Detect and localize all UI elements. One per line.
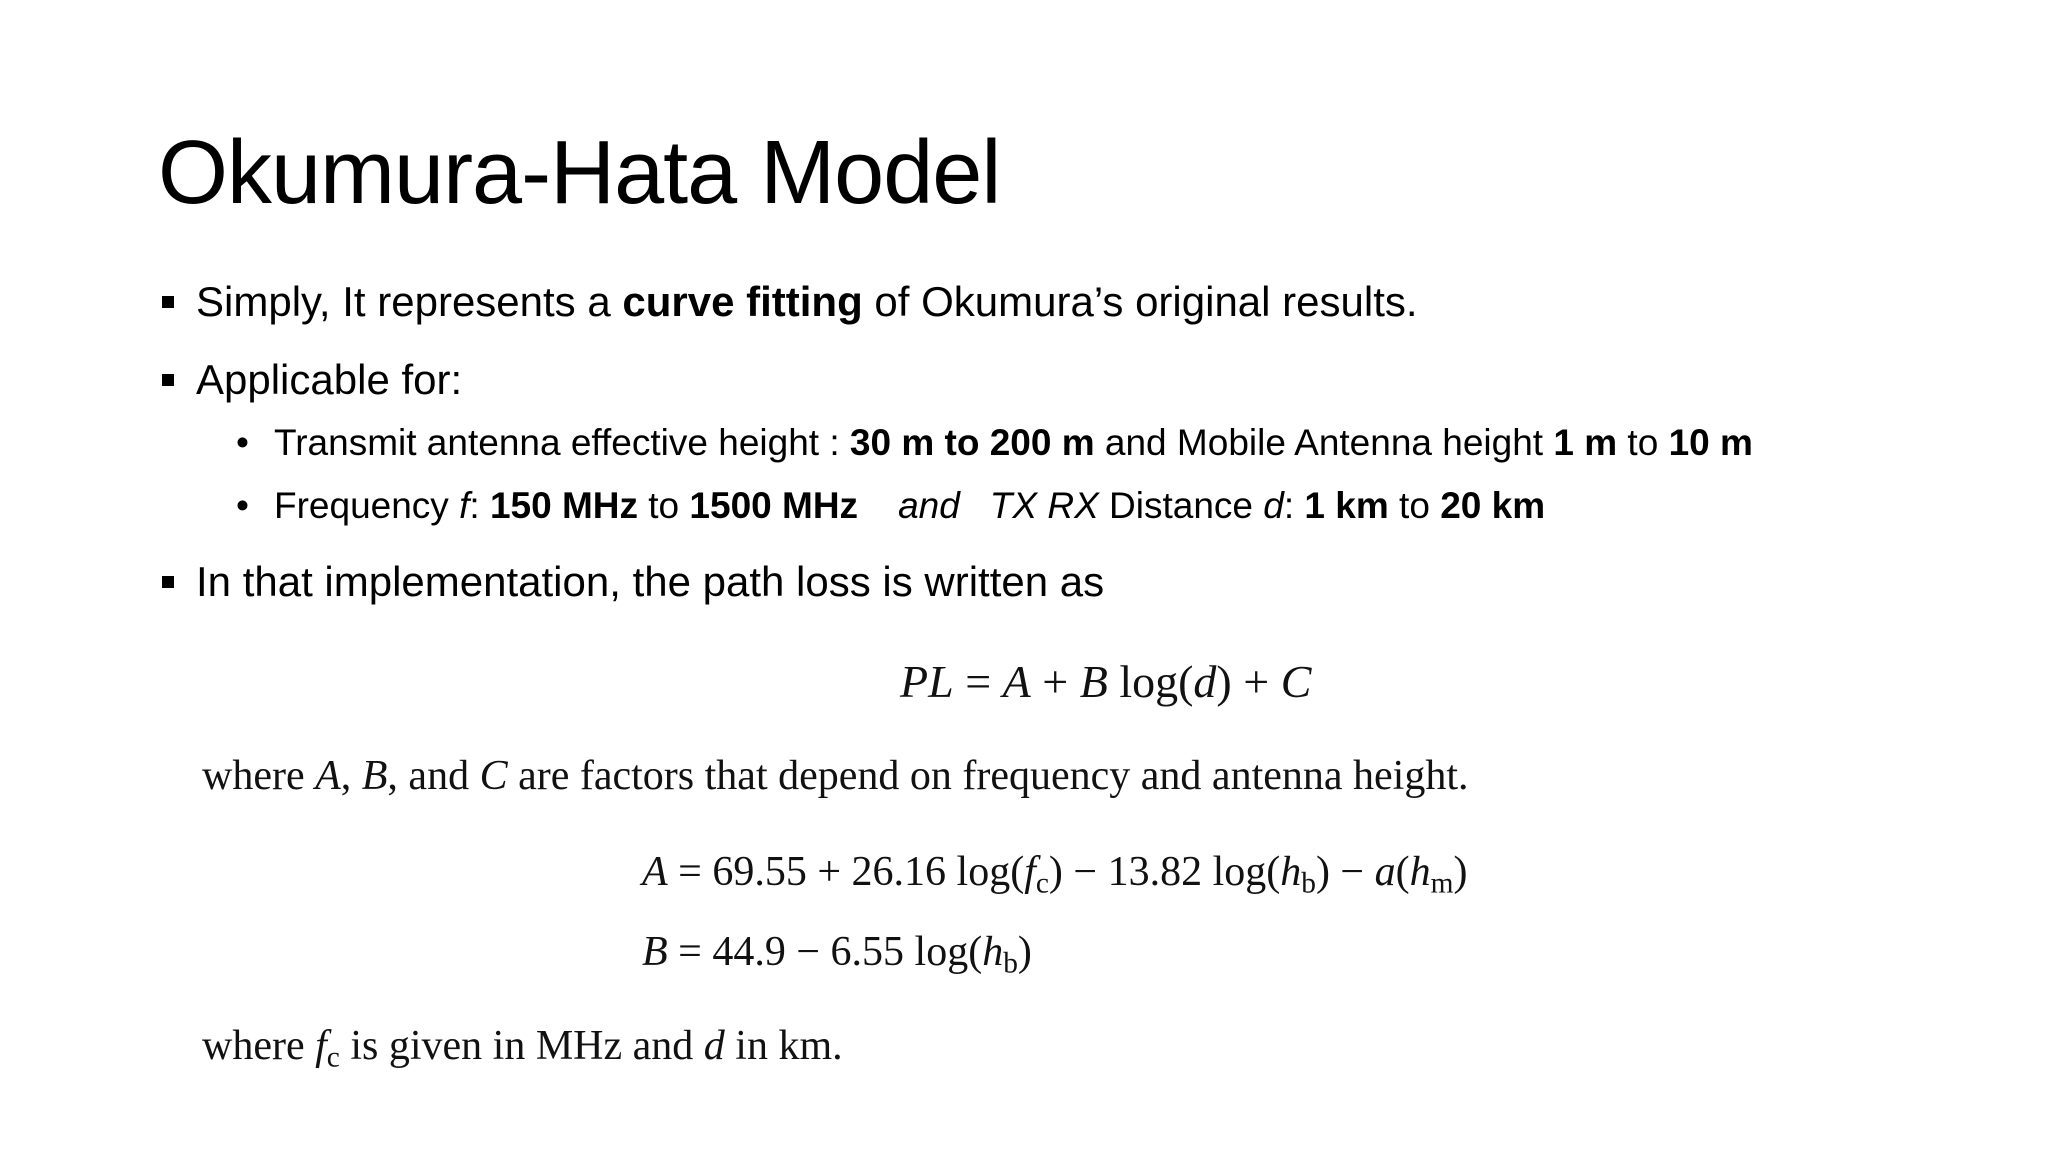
sub-bullet-text: Frequency f: 150 MHz to 1500 MHz and TX RX Distance d: 1 km to 20 km bbox=[274, 485, 1546, 526]
text-where-units: where $f_c$ is given in MHz and d in km. bbox=[202, 1023, 843, 1074]
bold-term: curve fitting bbox=[622, 278, 863, 325]
square-bullet-icon bbox=[162, 374, 174, 386]
dot-bullet-icon: • bbox=[236, 485, 249, 526]
square-bullet-icon bbox=[162, 576, 174, 588]
text-where-factors: where A, B, and C are factors that depend on frequency and antenna height. bbox=[202, 753, 1469, 799]
equation-a: A = 69.55 + 26.16 $\log(f_c) - 13.82$ $\log(h_b) - a(h_m)$ bbox=[642, 849, 1468, 900]
equation-path-loss: PL = A + B log(d) + C bbox=[900, 656, 1312, 707]
sub-bullet-text: Transmit antenna effective height : 30 m to 200 m and Mobile Antenna height 1 m to 10 m bbox=[274, 422, 1753, 463]
slide-title: Okumura-Hata Model bbox=[158, 123, 1001, 223]
square-bullet-icon bbox=[162, 296, 174, 308]
bullet-text: Applicable for: bbox=[196, 356, 463, 403]
dot-bullet-icon: • bbox=[236, 422, 249, 463]
equation-b: B = 44.9 − 6.55 $\log(h_b)$ bbox=[642, 929, 1032, 980]
bullet-text: Simply, It represents a curve fitting of Okumura’s original results. bbox=[196, 278, 1418, 325]
bullet-text: In that implementation, the path loss is written as bbox=[196, 558, 1105, 605]
